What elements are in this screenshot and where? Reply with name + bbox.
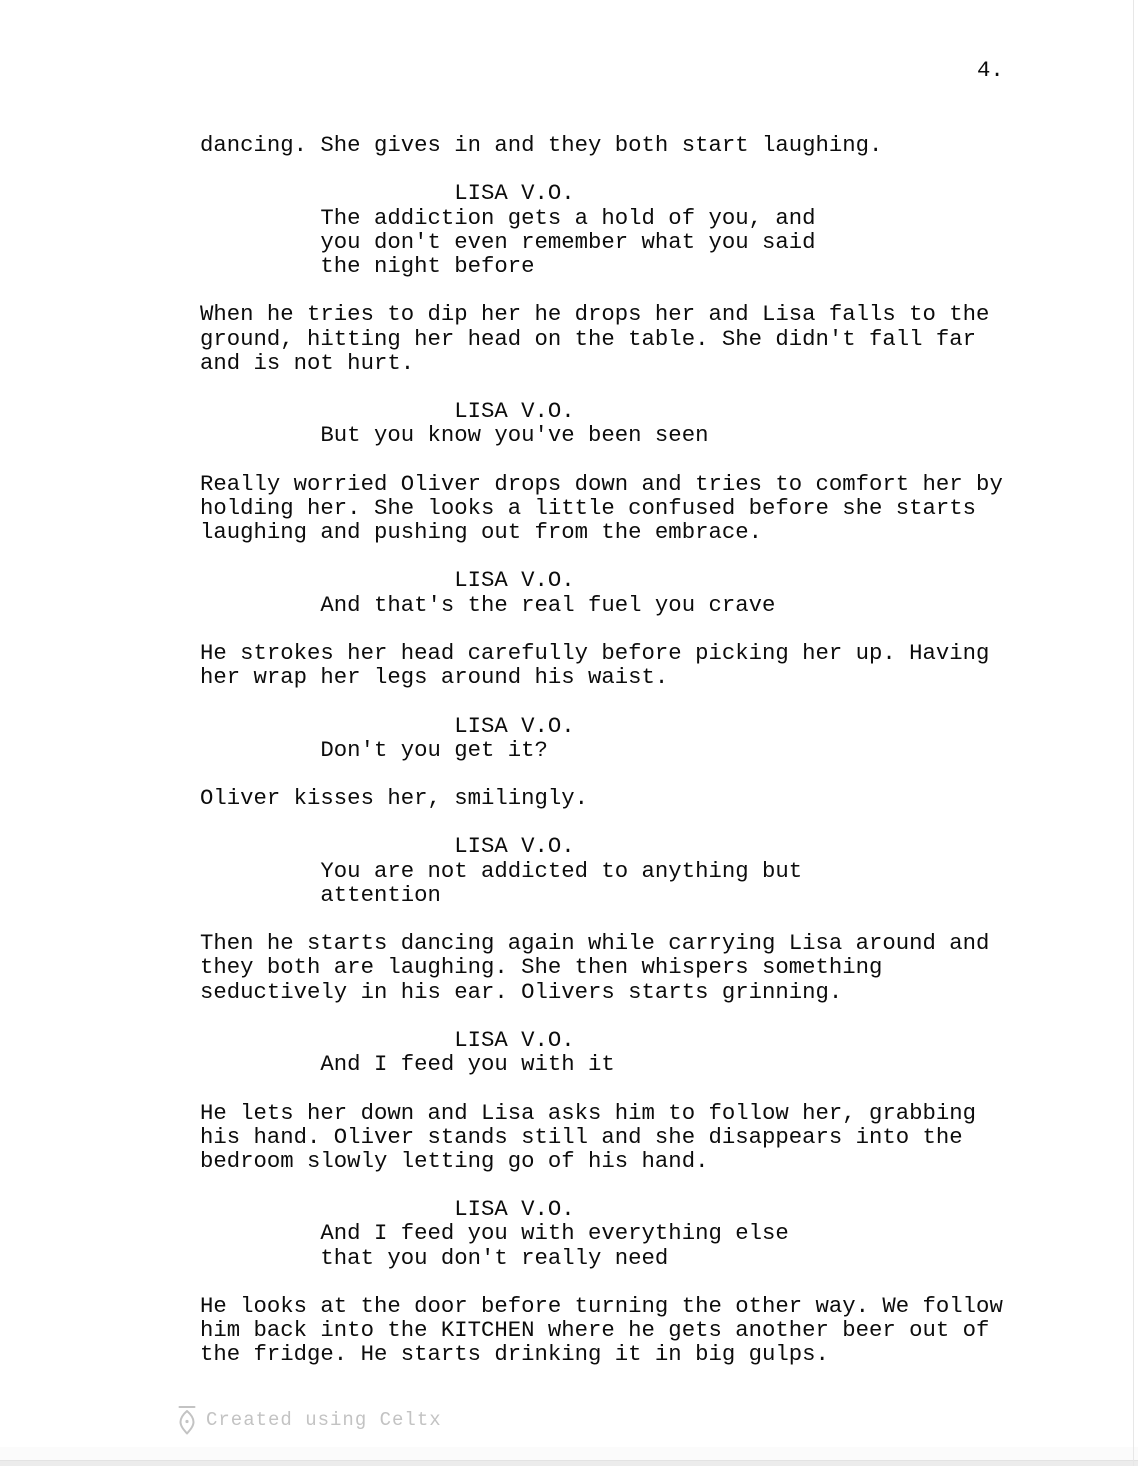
script-line-action: Really worried Oliver drops down and tries to comfort her by — [200, 470, 1003, 497]
script-line-dialogue: And that's the real fuel you crave — [320, 591, 776, 618]
page-number: 4. — [977, 57, 1004, 83]
script-line-character: LISA V.O. — [454, 1196, 575, 1223]
script-line-dialogue: attention — [320, 881, 441, 908]
script-line-blank — [200, 544, 1003, 568]
script-line-blank — [200, 1173, 1003, 1197]
page-right-edge — [1133, 0, 1134, 1466]
script-line-blank — [200, 278, 1003, 302]
pen-nib-icon — [176, 1405, 198, 1436]
script-line-action: his hand. Oliver stands still and she disappears into the — [200, 1123, 963, 1150]
script-line-character: LISA V.O. — [454, 567, 575, 594]
script-line-dialogue: that you don't really need — [320, 1244, 669, 1271]
script-line-dialogue: you don't even remember what you said — [320, 228, 816, 255]
script-line-action: the fridge. He starts drinking it in big gulps. — [200, 1341, 829, 1368]
script-line-blank — [200, 617, 1003, 641]
page-gap-separator — [0, 1460, 1138, 1466]
script-line-dialogue: And I feed you with it — [320, 1051, 615, 1078]
script-line-blank — [200, 447, 1003, 471]
script-line-action: and is not hurt. — [200, 349, 415, 376]
script-line-action: ground, hitting her head on the table. She didn't fall far — [200, 325, 977, 352]
script-line-character: LISA V.O. — [454, 833, 575, 860]
celtx-watermark — [176, 1404, 442, 1436]
script-line-action: him back into the KITCHEN where he gets another beer out of — [200, 1317, 990, 1344]
script-line-action: He strokes her head carefully before picking her up. Having — [200, 639, 990, 666]
script-line-action: Then he starts dancing again while carrying Lisa around and — [200, 930, 990, 957]
script-line-action: holding her. She looks a little confused before she starts — [200, 494, 977, 521]
script-line-action: When he tries to dip her he drops her and Lisa falls to the — [200, 301, 990, 328]
script-line-blank — [200, 375, 1003, 399]
script-line-action: they both are laughing. She then whispers something — [200, 954, 883, 981]
script-line-blank — [200, 907, 1003, 931]
page-bottom-band — [0, 1447, 1138, 1460]
script-line-character: LISA V.O. — [454, 180, 575, 207]
script-line-blank — [200, 1004, 1003, 1028]
script-line-action: laughing and pushing out from the embrace. — [200, 519, 762, 545]
script-line-dialogue: Don't you get it? — [320, 736, 548, 763]
script-line-dialogue: But you know you've been seen — [320, 422, 709, 449]
script-line-action: her wrap her legs around his waist. — [200, 664, 669, 691]
script-line-dialogue: And I feed you with everything else — [320, 1220, 789, 1247]
script-line-blank — [200, 157, 1003, 181]
script-line-character: LISA V.O. — [454, 1026, 575, 1053]
script-line-character: LISA V.O. — [454, 712, 575, 739]
script-line-character: LISA V.O. — [454, 398, 575, 425]
watermark-text: Created using Celtx — [206, 1409, 442, 1431]
script-body — [200, 133, 1003, 1367]
script-line-action: bedroom slowly letting go of his hand. — [200, 1147, 709, 1174]
script-line-blank — [200, 1270, 1003, 1294]
script-line-action: seductively in his ear. Olivers starts grinning. — [200, 978, 843, 1005]
script-line-action: He lets her down and Lisa asks him to follow her, grabbing — [200, 1099, 977, 1126]
script-line-blank — [200, 810, 1003, 834]
script-line-blank — [200, 1076, 1003, 1100]
script-line-dialogue: You are not addicted to anything but — [320, 857, 803, 884]
script-line-action: Oliver kisses her, smilingly. — [200, 785, 589, 812]
script-line-blank — [200, 762, 1003, 786]
script-line-dialogue: The addiction gets a hold of you, and — [320, 204, 816, 231]
script-line-dialogue: the night before — [320, 252, 535, 279]
script-line-action: dancing. She gives in and they both start laughing. — [200, 132, 883, 158]
script-line-blank — [200, 689, 1003, 713]
script-line-action: He looks at the door before turning the other way. We follow — [200, 1293, 1003, 1319]
